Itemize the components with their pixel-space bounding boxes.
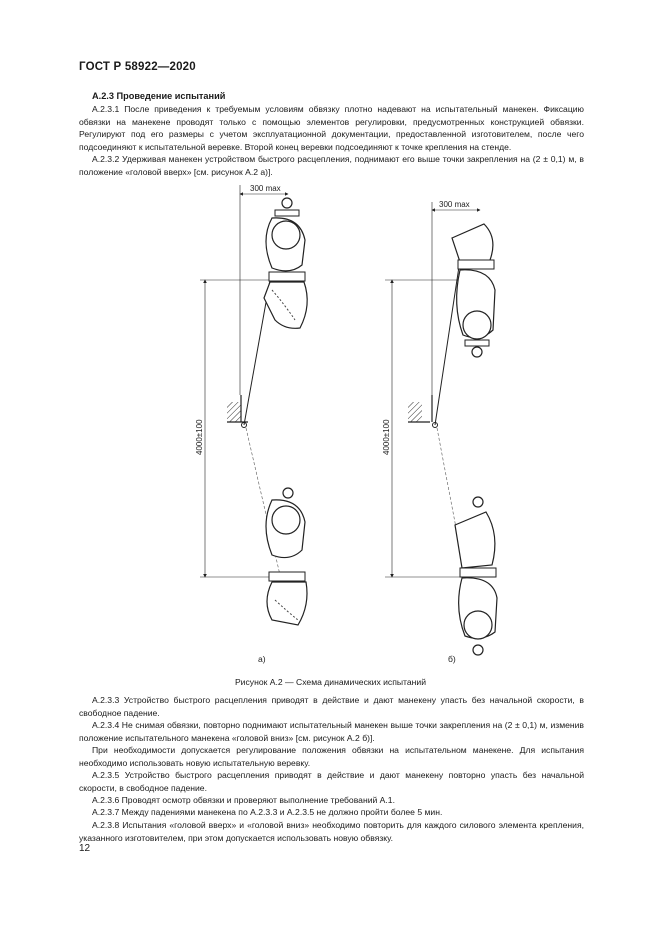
- paragraph-a231: А.2.3.1 После приведения к требуемым условиям обвязку плотно надевают на испытательный манекен. Фиксацию обвязки на манекене проводят только с помощью элементов регулировки, предусмотренных конструкцией обвязки. Регулируют под его размеры с учетом эксплуатационной документации, предоставленной изготовителем, после чего подсоединяют к испытательной веревке. Второй конец веревки подсоединяют к точке крепления на стенде.: [79, 104, 584, 152]
- paragraph-a232: А.2.3.2 Удерживая манекен устройством быстрого расцепления, поднимают его выше точки закрепления на (2 ± 0,1) м, в положение «головой вверх» [см. рисунок А.2 а)].: [79, 154, 584, 177]
- variant-b-diagram: [382, 200, 497, 664]
- figure-a2: [160, 180, 520, 670]
- figure-caption: Рисунок А.2 — Схема динамических испытаний: [234, 677, 427, 687]
- paragraph-a236: А.2.3.6 Проводят осмотр обвязки и проверяют выполнение требований А.1.: [92, 795, 395, 805]
- label-b: б): [448, 654, 456, 664]
- paragraph-a233: А.2.3.3 Устройство быстрого расцепления приводят в действие и дают манекену упасть без начальной скорости, в свободное падение.: [79, 695, 584, 718]
- label-a: а): [258, 654, 266, 664]
- section-title: А.2.3 Проведение испытаний: [92, 91, 226, 101]
- variant-a-diagram: [195, 184, 307, 664]
- paragraph-a237: А.2.3.7 Между падениями манекена по А.2.3.3 и А.2.3.5 не должно пройти более 5 мин.: [92, 807, 443, 817]
- paragraph-a235: А.2.3.5 Устройство быстрого расцепления приводят в действие и дают манекену повторно упасть без начальной скорости, в свободное падение.: [79, 770, 584, 793]
- dim-300-label-b: 300 max: [439, 200, 470, 209]
- paragraph-a234: А.2.3.4 Не снимая обвязки, повторно поднимают испытательный манекен выше точки закрепления на (2 ± 0,1) м, изменив положение испытательного манекена «головой вниз» [см. рисунок А.2 б)].: [79, 720, 584, 743]
- dynamic-test-diagram: [160, 180, 520, 670]
- dim-4000-label-a: 4000±100: [195, 419, 204, 455]
- dim-300-label-a: 300 max: [250, 184, 281, 193]
- dim-4000-label-b: 4000±100: [382, 419, 391, 455]
- paragraph-a234-note: При необходимости допускается регулирование положения обвязки на испытательном манекене. Для испытания необходимо использовать новую испытательную веревку.: [79, 745, 584, 768]
- paragraph-a238: А.2.3.8 Испытания «головой вверх» и «головой вниз» необходимо повторить для каждого силового элемента крепления, указанного изготовителем, при этом допускается использовать новую обвязку.: [79, 820, 584, 843]
- page-number: 12: [79, 843, 91, 854]
- document-header: ГОСТ Р 58922—2020: [79, 61, 196, 73]
